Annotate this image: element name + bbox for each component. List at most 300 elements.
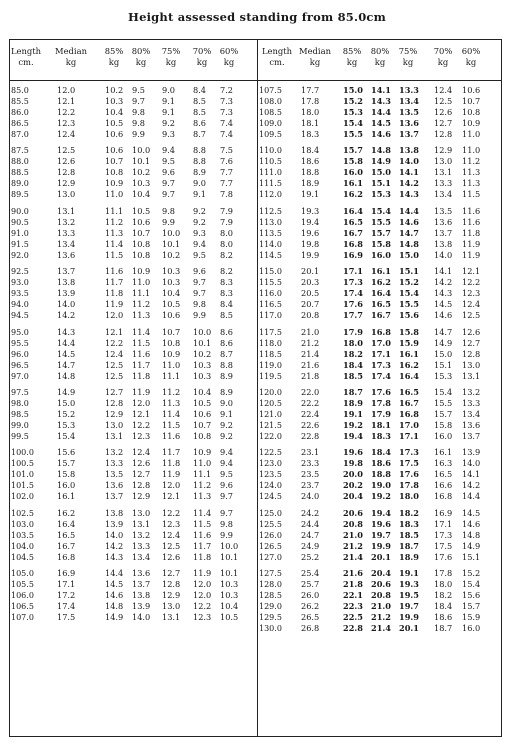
weight-cell: 16.0 <box>343 167 363 178</box>
weight-cell: 12.5 <box>162 540 181 551</box>
weight-cell: 14.8 <box>105 601 124 612</box>
weight-cell: 19.6 <box>301 227 320 238</box>
length-cell: 116.5 <box>259 300 282 310</box>
weight-cell: 14.2 <box>57 310 76 321</box>
weight-cell: 17.9 <box>343 326 363 337</box>
header-unit: kg <box>135 57 147 67</box>
weight-cell: 13.7 <box>132 579 151 590</box>
weight-cell: 14.1 <box>462 469 481 480</box>
weight-cell: 18.7 <box>434 623 453 634</box>
weight-cell: 18.1 <box>301 118 320 128</box>
length-cell: 126.5 <box>259 541 282 551</box>
length-cell: 91.0 <box>11 228 29 238</box>
weight-cell: 9.1 <box>162 96 176 106</box>
length-cell: 112.0 <box>259 190 282 200</box>
weight-cell: 16.7 <box>371 310 391 321</box>
length-cell: 130.0 <box>259 624 282 634</box>
weight-cell: 16.8 <box>371 326 391 337</box>
weight-cell: 18.4 <box>434 601 453 612</box>
weight-cell: 15.7 <box>57 458 76 469</box>
weight-cell: 11.6 <box>462 216 481 227</box>
weight-cell: 13.9 <box>462 447 481 458</box>
weight-cell: 15.5 <box>399 299 419 310</box>
weight-cell: 13.1 <box>132 518 151 529</box>
length-cell: 128.0 <box>259 580 282 590</box>
header-60 <box>218 46 240 68</box>
weight-cell: 12.6 <box>132 458 151 469</box>
weight-cell: 17.1 <box>399 430 419 441</box>
weight-cell: 15.6 <box>399 310 419 321</box>
weight-cell: 14.0 <box>105 529 124 540</box>
weight-cell: 19.6 <box>371 518 391 529</box>
weight-cell: 15.4 <box>434 386 453 397</box>
length-cell: 104.5 <box>11 552 34 562</box>
weight-cell: 13.1 <box>162 612 181 623</box>
length-cell: 101.5 <box>11 481 34 491</box>
weight-cell: 15.1 <box>371 178 391 189</box>
weight-cell: 17.4 <box>371 370 391 381</box>
weight-cell: 18.2 <box>434 590 453 601</box>
weight-cell: 17.1 <box>371 348 391 359</box>
weight-cell: 14.3 <box>371 96 391 106</box>
weight-cell: 18.3 <box>371 430 391 441</box>
weight-cell: 10.4 <box>220 601 239 612</box>
length-cell: 100.5 <box>11 459 34 469</box>
weight-cell: 14.0 <box>132 612 151 623</box>
weight-cell: 15.3 <box>371 189 391 200</box>
weight-cell: 8.8 <box>193 156 207 167</box>
weight-cell: 12.2 <box>162 507 181 518</box>
weight-cell: 26.0 <box>301 590 320 601</box>
header-label: 80% <box>370 46 390 56</box>
weight-cell: 18.2 <box>343 348 363 359</box>
weight-cell: 13.0 <box>462 359 481 370</box>
weight-cell: 10.7 <box>162 326 181 337</box>
weight-cell: 9.0 <box>193 178 207 189</box>
weight-cell: 14.3 <box>57 326 76 337</box>
header-unit: cm. <box>269 57 285 67</box>
weight-cell: 21.0 <box>371 601 391 612</box>
weight-cell: 8.6 <box>193 118 207 128</box>
weight-cell: 21.8 <box>343 579 363 590</box>
length-cell: 102.0 <box>11 492 34 502</box>
weight-cell: 17.3 <box>343 277 363 288</box>
weight-cell: 16.9 <box>343 249 363 260</box>
weight-cell: 19.3 <box>399 579 419 590</box>
weight-cell: 7.5 <box>220 145 234 156</box>
weight-cell: 14.0 <box>462 458 481 469</box>
weight-cell: 9.6 <box>162 167 176 178</box>
weight-cell: 9.7 <box>193 277 207 288</box>
weight-cell: 24.9 <box>301 540 320 551</box>
weight-cell: 8.2 <box>220 266 234 277</box>
length-cell: 114.0 <box>259 239 282 249</box>
length-cell: 128.5 <box>259 591 282 601</box>
weight-cell: 11.5 <box>162 419 181 430</box>
weight-cell: 13.5 <box>434 205 453 216</box>
weight-cell: 8.3 <box>220 277 234 288</box>
weight-cell: 11.0 <box>193 458 212 469</box>
weight-cell: 7.8 <box>220 189 234 200</box>
weight-cell: 12.0 <box>57 85 76 95</box>
weight-cell: 10.8 <box>162 337 181 348</box>
weight-cell: 16.4 <box>343 205 363 216</box>
weight-cell: 9.8 <box>132 118 146 128</box>
weight-cell: 18.7 <box>399 540 419 551</box>
weight-cell: 14.1 <box>399 167 419 178</box>
weight-cell: 15.0 <box>434 348 453 359</box>
weight-cell: 17.6 <box>399 469 419 480</box>
weight-cell: 9.5 <box>193 249 207 260</box>
weight-cell: 19.8 <box>301 238 320 249</box>
weight-cell: 14.5 <box>371 118 391 128</box>
weight-cell: 12.3 <box>462 288 481 299</box>
header-label: Length <box>11 46 42 56</box>
weight-cell: 12.4 <box>105 348 124 359</box>
weight-cell: 9.7 <box>162 189 176 200</box>
weight-cell: 19.7 <box>399 601 419 612</box>
weight-cell: 8.7 <box>220 348 234 359</box>
length-cell: 126.0 <box>259 530 282 540</box>
weight-cell: 10.4 <box>132 189 151 200</box>
weight-cell: 15.8 <box>57 469 76 480</box>
weight-cell: 12.4 <box>462 299 481 310</box>
weight-cell: 7.6 <box>220 156 234 167</box>
length-cell: 113.0 <box>259 217 282 227</box>
header-unit: kg <box>437 57 449 67</box>
weight-cell: 12.4 <box>162 529 181 540</box>
weight-cell: 8.9 <box>220 386 234 397</box>
header-label: 60% <box>219 46 239 56</box>
weight-cell: 9.6 <box>220 480 234 491</box>
header-label: Median <box>55 46 87 56</box>
weight-cell: 9.9 <box>162 216 176 227</box>
weight-cell: 13.4 <box>132 551 151 562</box>
weight-cell: 13.9 <box>105 518 124 529</box>
weight-cell: 11.2 <box>132 299 151 310</box>
weight-cell: 12.1 <box>462 266 481 277</box>
weight-cell: 10.0 <box>132 145 151 156</box>
weight-cell: 12.4 <box>57 129 76 139</box>
weight-cell: 11.8 <box>132 370 151 381</box>
length-cell: 117.5 <box>259 327 282 337</box>
weight-cell: 13.7 <box>105 491 124 502</box>
weight-cell: 15.7 <box>434 408 453 419</box>
weight-cell: 16.1 <box>371 266 391 277</box>
weight-cell: 17.0 <box>399 419 419 430</box>
length-cell: 115.5 <box>259 278 282 288</box>
weight-cell: 14.7 <box>434 326 453 337</box>
weight-cell: 19.9 <box>301 249 320 260</box>
weight-cell: 15.5 <box>434 397 453 408</box>
weight-cell: 10.1 <box>220 551 239 562</box>
weight-cell: 11.9 <box>162 469 181 480</box>
length-cell: 124.0 <box>259 481 282 491</box>
weight-cell: 19.6 <box>343 447 363 458</box>
weight-cell: 10.3 <box>162 277 181 288</box>
weight-cell: 15.3 <box>343 107 363 117</box>
weight-cell: 14.6 <box>371 129 391 139</box>
weight-cell: 14.6 <box>399 216 419 227</box>
weight-cell: 10.2 <box>193 348 212 359</box>
weight-cell: 13.6 <box>132 568 151 579</box>
weight-cell: 11.9 <box>132 386 151 397</box>
weight-cell: 11.9 <box>105 299 124 310</box>
weight-cell: 10.9 <box>193 447 212 458</box>
weight-cell: 14.6 <box>434 310 453 321</box>
weight-cell: 14.4 <box>371 107 391 117</box>
header-label: 75% <box>398 46 418 56</box>
weight-cell: 10.3 <box>162 266 181 277</box>
length-cell: 103.5 <box>11 530 34 540</box>
weight-cell: 9.3 <box>193 227 207 238</box>
weight-cell: 19.9 <box>371 540 391 551</box>
weight-cell: 18.4 <box>343 359 363 370</box>
weight-cell: 16.8 <box>434 491 453 502</box>
length-cell: 87.0 <box>11 130 29 139</box>
weight-cell: 7.2 <box>220 85 234 95</box>
weight-cell: 9.5 <box>220 469 234 480</box>
weight-cell: 11.6 <box>105 266 124 277</box>
header-median <box>299 46 331 68</box>
weight-cell: 10.8 <box>105 167 124 178</box>
table-frame <box>9 39 502 737</box>
weight-cell: 12.5 <box>57 145 76 156</box>
header-70 <box>191 46 213 68</box>
weight-cell: 14.5 <box>434 299 453 310</box>
weight-cell: 11.4 <box>132 326 151 337</box>
header-75 <box>397 46 419 68</box>
weight-cell: 16.2 <box>343 189 363 200</box>
weight-cell: 12.6 <box>434 107 453 117</box>
weight-cell: 19.4 <box>343 430 363 441</box>
weight-cell: 10.2 <box>132 167 151 178</box>
weight-cell: 10.1 <box>193 337 212 348</box>
weight-cell: 11.2 <box>462 156 481 167</box>
weight-cell: 10.9 <box>162 348 181 359</box>
header-75 <box>160 46 182 68</box>
weight-cell: 12.0 <box>132 397 151 408</box>
length-cell: 122.0 <box>259 431 282 441</box>
length-cell: 98.0 <box>11 398 29 408</box>
header-unit: kg <box>346 57 358 67</box>
weight-cell: 19.8 <box>343 458 363 469</box>
length-cell: 88.5 <box>11 168 29 178</box>
header-unit: kg <box>108 57 120 67</box>
weight-cell: 15.1 <box>462 551 481 562</box>
weight-cell: 14.8 <box>371 145 391 156</box>
weight-cell: 17.1 <box>343 266 363 277</box>
weight-cell: 18.6 <box>434 612 453 623</box>
weight-cell: 17.7 <box>343 310 363 321</box>
weight-cell: 15.2 <box>57 408 76 419</box>
weight-cell: 21.2 <box>371 612 391 623</box>
weight-cell: 14.3 <box>105 551 124 562</box>
weight-cell: 16.8 <box>343 238 363 249</box>
weight-cell: 12.8 <box>132 480 151 491</box>
weight-cell: 20.1 <box>399 623 419 634</box>
weight-cell: 13.3 <box>105 458 124 469</box>
weight-cell: 18.4 <box>301 145 320 156</box>
weight-cell: 15.4 <box>57 430 76 441</box>
weight-cell: 11.5 <box>193 518 212 529</box>
weight-cell: 10.3 <box>193 359 212 370</box>
weight-cell: 16.8 <box>57 551 76 562</box>
length-cell: 110.5 <box>259 157 282 167</box>
weight-cell: 10.3 <box>105 96 124 106</box>
weight-cell: 12.5 <box>105 359 124 370</box>
length-cell: 115.0 <box>259 267 282 277</box>
weight-cell: 13.8 <box>434 238 453 249</box>
weight-cell: 9.2 <box>193 216 207 227</box>
weight-cell: 12.1 <box>57 96 76 106</box>
weight-cell: 17.4 <box>57 601 76 612</box>
weight-cell: 15.7 <box>371 227 391 238</box>
weight-cell: 10.7 <box>132 227 151 238</box>
weight-cell: 22.8 <box>343 623 363 634</box>
weight-cell: 17.6 <box>343 299 363 310</box>
weight-cell: 11.8 <box>193 551 212 562</box>
length-cell: 93.5 <box>11 289 29 299</box>
header-unit: kg <box>165 57 177 67</box>
weight-cell: 16.4 <box>399 370 419 381</box>
weight-cell: 11.2 <box>193 480 212 491</box>
weight-cell: 12.2 <box>132 419 151 430</box>
length-cell: 90.5 <box>11 217 29 227</box>
weight-cell: 13.2 <box>57 216 76 227</box>
weight-cell: 13.7 <box>399 129 419 139</box>
weight-cell: 16.5 <box>399 386 419 397</box>
length-cell: 96.0 <box>11 349 29 359</box>
weight-cell: 10.4 <box>162 288 181 299</box>
length-cell: 95.0 <box>11 327 29 337</box>
weight-cell: 10.8 <box>462 107 481 117</box>
length-cell: 118.0 <box>259 338 282 348</box>
header-unit: kg <box>402 57 414 67</box>
weight-cell: 9.7 <box>132 96 146 106</box>
weight-cell: 14.3 <box>399 189 419 200</box>
weight-cell: 11.5 <box>462 189 481 200</box>
weight-cell: 8.5 <box>193 96 207 106</box>
weight-cell: 15.7 <box>343 145 363 156</box>
length-cell: 129.5 <box>259 613 282 623</box>
weight-cell: 9.9 <box>220 529 234 540</box>
weight-cell: 17.8 <box>399 480 419 491</box>
weight-cell: 19.1 <box>399 568 419 579</box>
weight-cell: 9.2 <box>162 118 176 128</box>
weight-cell: 22.2 <box>301 397 320 408</box>
weight-cell: 9.7 <box>220 507 234 518</box>
length-cell: 123.0 <box>259 459 282 469</box>
weight-cell: 21.0 <box>343 529 363 540</box>
length-cell: 117.0 <box>259 311 282 321</box>
weight-cell: 12.8 <box>434 129 453 139</box>
header-unit: kg <box>374 57 386 67</box>
weight-cell: 17.3 <box>399 447 419 458</box>
weight-cell: 15.3 <box>57 419 76 430</box>
weight-cell: 14.5 <box>57 348 76 359</box>
weight-cell: 15.0 <box>57 397 76 408</box>
length-cell: 85.0 <box>11 86 29 95</box>
weight-cell: 13.8 <box>57 277 76 288</box>
length-cell: 97.5 <box>11 387 29 397</box>
weight-cell: 13.9 <box>57 288 76 299</box>
length-cell: 92.0 <box>11 250 29 260</box>
header-length <box>11 46 41 68</box>
weight-cell: 11.3 <box>462 178 481 189</box>
weight-cell: 20.8 <box>371 590 391 601</box>
weight-cell: 7.7 <box>220 167 234 178</box>
weight-cell: 14.6 <box>105 590 124 601</box>
weight-cell: 9.4 <box>193 238 207 249</box>
weight-cell: 11.3 <box>162 397 181 408</box>
weight-cell: 14.2 <box>399 178 419 189</box>
length-cell: 106.5 <box>11 602 34 612</box>
weight-cell: 19.3 <box>301 205 320 216</box>
length-cell: 125.0 <box>259 508 282 518</box>
weight-cell: 13.6 <box>434 216 453 227</box>
weight-cell: 10.6 <box>193 408 212 419</box>
weight-cell: 15.1 <box>399 266 419 277</box>
weight-cell: 19.9 <box>399 612 419 623</box>
header-85 <box>103 46 125 68</box>
weight-cell: 8.6 <box>220 326 234 337</box>
weight-cell: 13.6 <box>399 118 419 128</box>
weight-cell: 14.6 <box>462 518 481 529</box>
weight-cell: 13.1 <box>57 205 76 216</box>
weight-cell: 10.6 <box>162 310 181 321</box>
weight-cell: 9.5 <box>132 85 146 95</box>
weight-cell: 15.2 <box>462 568 481 579</box>
weight-cell: 13.6 <box>462 419 481 430</box>
weight-cell: 7.4 <box>220 118 234 128</box>
weight-cell: 15.6 <box>462 590 481 601</box>
weight-cell: 12.1 <box>162 491 181 502</box>
weight-cell: 9.3 <box>162 129 176 139</box>
weight-cell: 9.7 <box>162 178 176 189</box>
weight-cell: 17.9 <box>371 408 391 419</box>
weight-cell: 19.4 <box>301 216 320 227</box>
weight-cell: 14.8 <box>399 238 419 249</box>
weight-cell: 10.8 <box>132 249 151 260</box>
header-80 <box>130 46 152 68</box>
weight-cell: 11.3 <box>193 491 212 502</box>
weight-cell: 10.6 <box>462 85 481 95</box>
weight-cell: 15.1 <box>434 359 453 370</box>
header-label: 75% <box>161 46 181 56</box>
weight-cell: 11.1 <box>105 205 124 216</box>
weight-cell: 18.9 <box>343 397 363 408</box>
length-cell: 107.0 <box>11 613 34 623</box>
weight-cell: 10.8 <box>132 238 151 249</box>
weight-cell: 14.9 <box>434 337 453 348</box>
weight-cell: 11.1 <box>193 469 212 480</box>
weight-cell: 10.5 <box>220 612 239 623</box>
weight-cell: 10.7 <box>105 156 124 167</box>
weight-cell: 13.7 <box>462 430 481 441</box>
weight-cell: 17.3 <box>434 529 453 540</box>
header-length <box>259 46 295 68</box>
length-cell: 104.0 <box>11 541 34 551</box>
weight-cell: 21.4 <box>343 551 363 562</box>
weight-cell: 16.4 <box>371 288 391 299</box>
weight-cell: 9.8 <box>162 205 176 216</box>
weight-cell: 19.1 <box>301 189 320 200</box>
weight-cell: 7.7 <box>220 178 234 189</box>
weight-cell: 7.3 <box>220 107 234 117</box>
weight-cell: 16.1 <box>57 491 76 502</box>
length-cell: 125.5 <box>259 519 282 529</box>
